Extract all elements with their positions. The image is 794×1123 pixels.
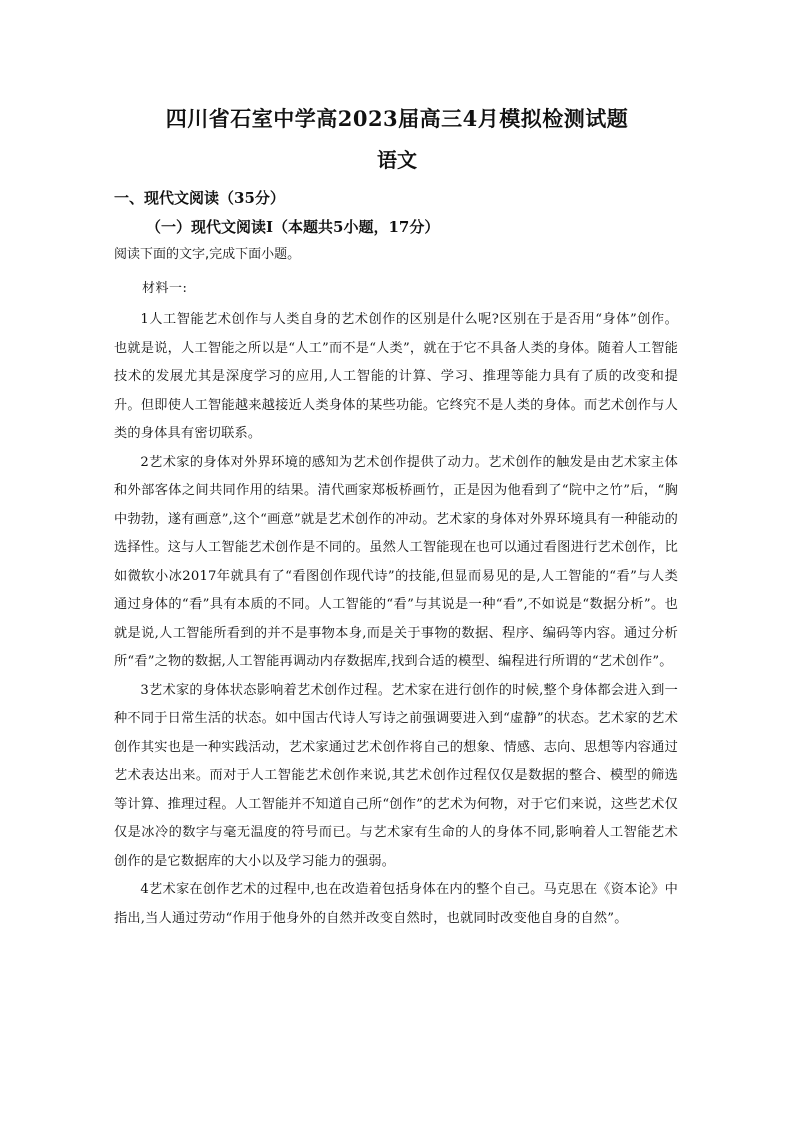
section-heading: 一、现代文阅读（35分）: [114, 189, 285, 207]
reading-instruction: 阅读下面的文字,完成下面小题。: [114, 247, 301, 262]
paragraph-4: 4艺术家在创作艺术的过程中,也在改造着包括身体在内的整个自己。马克思在《资本论》中指出,当人通过劳动“作用于他身外的自然并改变自然时，也就同时改变他自身的自然”。: [114, 882, 678, 926]
document-subject: 语文: [377, 148, 417, 172]
paragraph-1: 1人工智能艺术创作与人类自身的艺术创作的区别是什么呢?区别在于是否用“身体”创作。也就是说，人工智能之所以是“人工”而不是“人类”，就在于它不具备人类的身体。随着人工智能技术的发展尤其是深度学习的应用,人工智能的计算、学习、推理等能力具有了质的改变和提升。但即使人工智能越来越接近人类身体的某些功能。它终究不是人类的身体。而艺术创作与人类的身体具有密切联系。: [114, 312, 678, 441]
article-body: [114, 306, 678, 933]
paragraph-3: 3艺术家的身体状态影响着艺术创作过程。艺术家在进行创作的时候,整个身体都会进入到一种不同于日常生活的状态。如中国古代诗人写诗之前强调要进入到“虚静”的状态。艺术家的艺术创作其实也是一种实践活动，艺术家通过艺术创作将自己的想象、情感、志向、思想等内容通过艺术表达出来。而对于人工智能艺术创作来说,其艺术创作过程仅仅是数据的整合、模型的筛选等计算、推理过程。人工智能并不知道自己所“创作”的艺术为何物，对于它们来说，这些艺术仅仅是冰冷的数字与毫无温度的符号而已。与艺术家有生命的人的身体不同,影响着人工智能艺术创作的是它数据库的大小以及学习能力的强弱。: [114, 682, 678, 869]
material-label: 材料一:: [142, 281, 188, 296]
document-title: 四川省石室中学高2023届高三4月模拟检测试题: [165, 106, 629, 131]
paragraph-2: 2艺术家的身体对外界环境的感知为艺术创作提供了动力。艺术创作的触发是由艺术家主体和外部客体之间共同作用的结果。清代画家郑板桥画竹，正是因为他看到了“院中之竹”后，“胸中勃勃，遂有画意”,这个“画意”就是艺术创作的冲动。艺术家的身体对外界环境具有一种能动的选择性。这与人工智能艺术创作是不同的。虽然人工智能现在也可以通过看图进行艺术创作，比如微软小冰2017年就具有了“看图创作现代诗”的技能,但显而易见的是,人工智能的“看”与人类通过身体的“看”具有本质的不同。人工智能的“看”与其说是一种“看”,不如说是“数据分析”。也就是说,人工智能所看到的并不是事物本身,而是关于事物的数据、程序、编码等内容。通过分析所“看”之物的数据,人工智能再调动内存数据库,找到合适的模型、编程进行所谓的“艺术创作”。: [114, 454, 678, 669]
subsection-heading: （一）现代文阅读Ⅰ（本题共5小题，17分）: [146, 218, 440, 236]
